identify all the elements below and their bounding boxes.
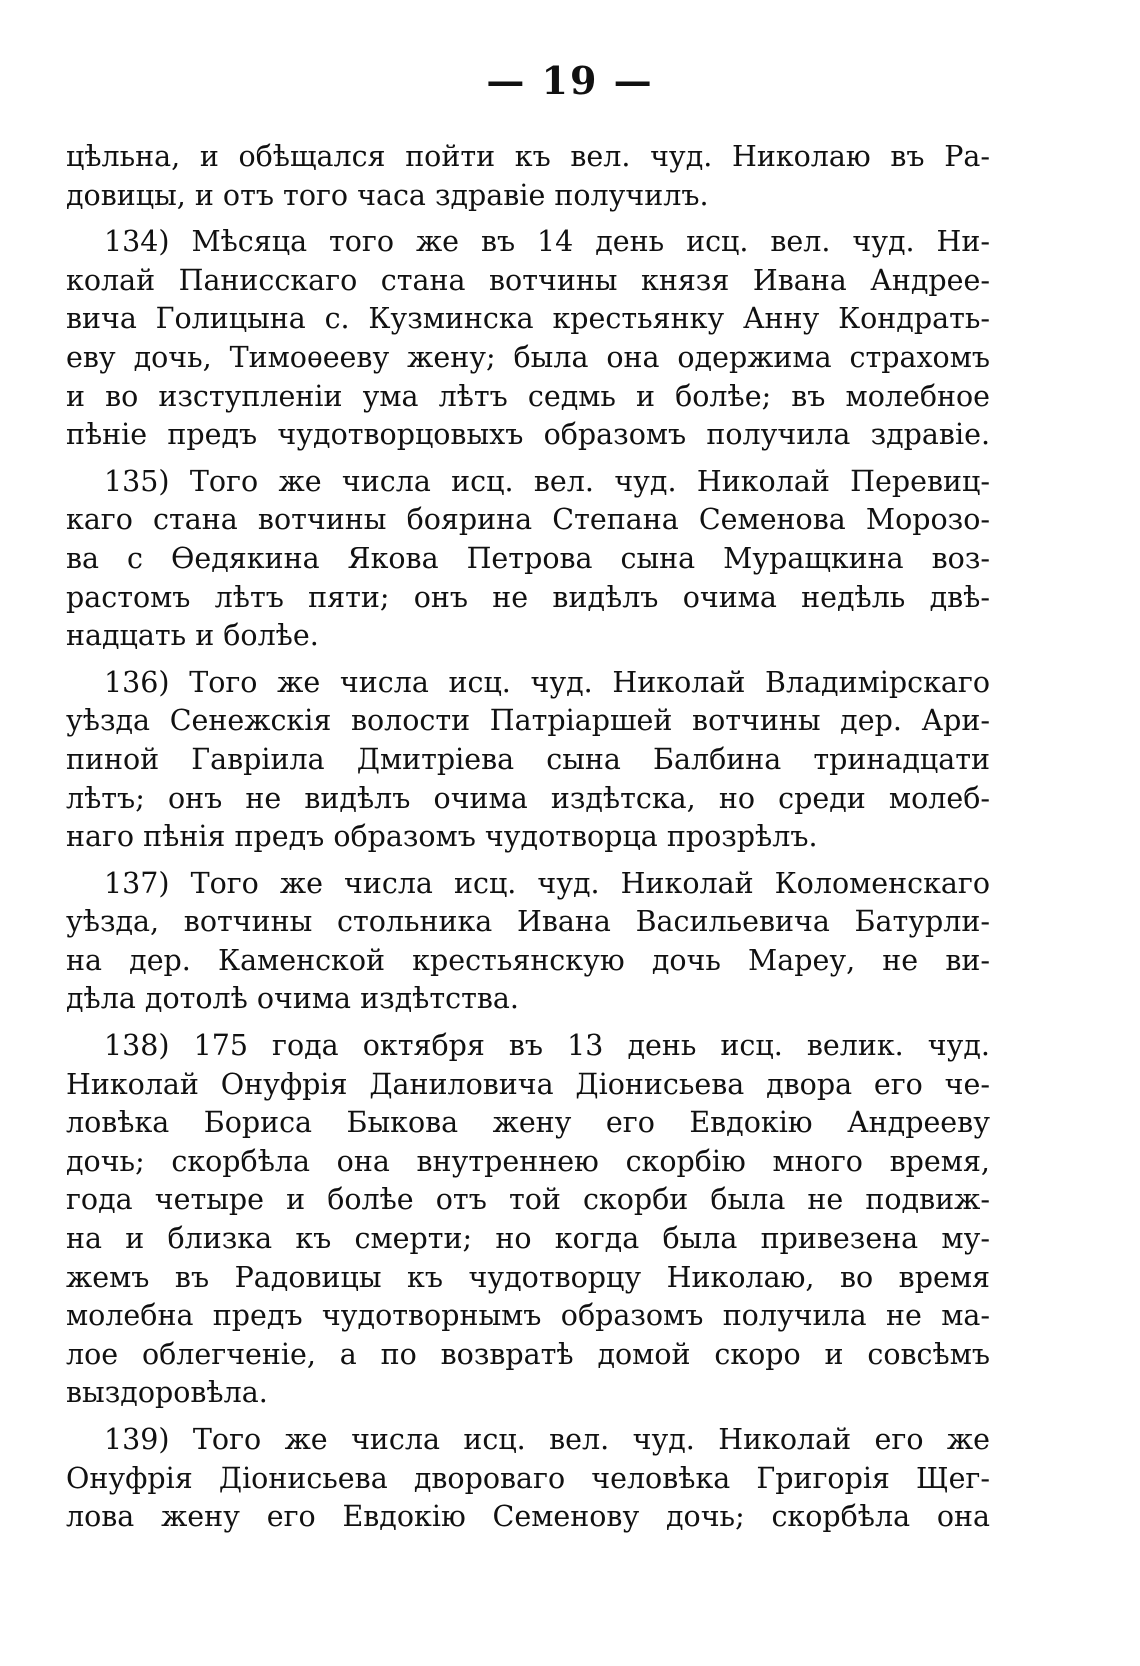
paragraph-continuation <box>66 138 990 215</box>
text-line: на и близка къ смерти; но когда была привезена му- <box>66 1222 990 1256</box>
text-line: лова жену его Евдокію Семенову дочь; скорбѣла она <box>66 1500 990 1534</box>
text-line: дочь; скорбѣла она внутреннею скорбію много время, <box>66 1144 990 1178</box>
text-line: 135) Того же числа исц. вел. чуд. Николай Перевиц- <box>104 464 990 498</box>
text-line: пиной Гавріила Дмитріева сына Балбина тринадцати <box>66 742 990 776</box>
text-line: дѣла дотолѣ очима издѣтства. <box>66 982 519 1016</box>
text-line: 138) 175 года октября въ 13 день исц. велик. чуд. <box>104 1029 990 1063</box>
text-line: цѣльна, и обѣщался пойти къ вел. чуд. Николаю въ Ра- <box>66 140 990 173</box>
text-line: молебна предъ чудотворнымъ образомъ получила не ма- <box>66 1299 990 1333</box>
text-line: Онуфрія Діонисьева двороваго человѣка Григорія Щег- <box>66 1461 990 1495</box>
text-line: уѣзда Сенежскія волости Патріаршей вотчины дер. Ари- <box>66 704 990 738</box>
paragraph-135 <box>66 463 990 656</box>
paragraph-138 <box>66 1027 990 1413</box>
text-line: года четыре и болѣе отъ той скорби была не подвиж- <box>66 1183 990 1217</box>
text-line: на дер. Каменской крестьянскую дочь Мареу, не ви- <box>66 943 990 977</box>
text-line: надцать и болѣе. <box>66 619 319 653</box>
text-line: выздоровѣла. <box>66 1376 268 1410</box>
text-line: еву дочь, Тимоѳееву жену; была она одержима страхомъ <box>66 340 990 374</box>
paragraph-139 <box>66 1421 990 1537</box>
text-line: пѣніе предъ чудотворцовыхъ образомъ получила здравіе. <box>66 418 990 452</box>
text-line: лое облегченіе, а по возвратѣ домой скоро и совсѣмъ <box>66 1337 990 1371</box>
text-line: 134) Мѣсяца того же въ 14 день исц. вел. чуд. Ни- <box>104 225 990 259</box>
text-line: лѣтъ; онъ не видѣлъ очима издѣтска, но среди молеб- <box>66 781 990 815</box>
text-line: наго пѣнія предъ образомъ чудотворца прозрѣлъ. <box>66 820 818 854</box>
paragraph-136 <box>66 664 990 857</box>
text-line: 137) Того же числа исц. чуд. Николай Коломенскаго <box>104 866 990 900</box>
paragraph-137 <box>66 865 990 1019</box>
text-line: уѣзда, вотчины стольника Ивана Васильевича Батурли- <box>66 905 990 939</box>
text-line: довицы, и отъ того часа здравіе получилъ. <box>66 178 709 212</box>
text-line: каго стана вотчины боярина Степана Семенова Морозо- <box>66 503 990 537</box>
text-line: колай Панисскаго стана вотчины князя Ивана Андрее- <box>66 263 990 297</box>
text-line: ва с Ѳедякина Якова Петрова сына Муращкина воз- <box>66 541 990 575</box>
text-line: вича Голицына с. Кузминска крестьянку Анну Кондрать- <box>66 302 990 336</box>
text-line: 136) Того же числа исц. чуд. Николай Владимірскаго <box>104 665 990 699</box>
paragraph-134 <box>66 223 990 455</box>
text-line: ловѣка Бориса Быкова жену его Евдокію Андрееву <box>66 1106 990 1140</box>
text-line: растомъ лѣтъ пяти; онъ не видѣлъ очима недѣль двѣ- <box>66 580 990 614</box>
text-line: и во изступленіи ума лѣтъ седмь и болѣе; въ молебное <box>66 379 990 413</box>
text-line: 139) Того же числа исц. вел. чуд. Николай его же <box>104 1423 990 1456</box>
page-number: — 19 — <box>486 58 654 103</box>
text-line: жемъ въ Радовицы къ чудотворцу Николаю, во время <box>66 1260 990 1294</box>
text-line: Николай Онуфрія Даниловича Діонисьева двора его че- <box>66 1067 990 1101</box>
page-body <box>66 138 990 1537</box>
